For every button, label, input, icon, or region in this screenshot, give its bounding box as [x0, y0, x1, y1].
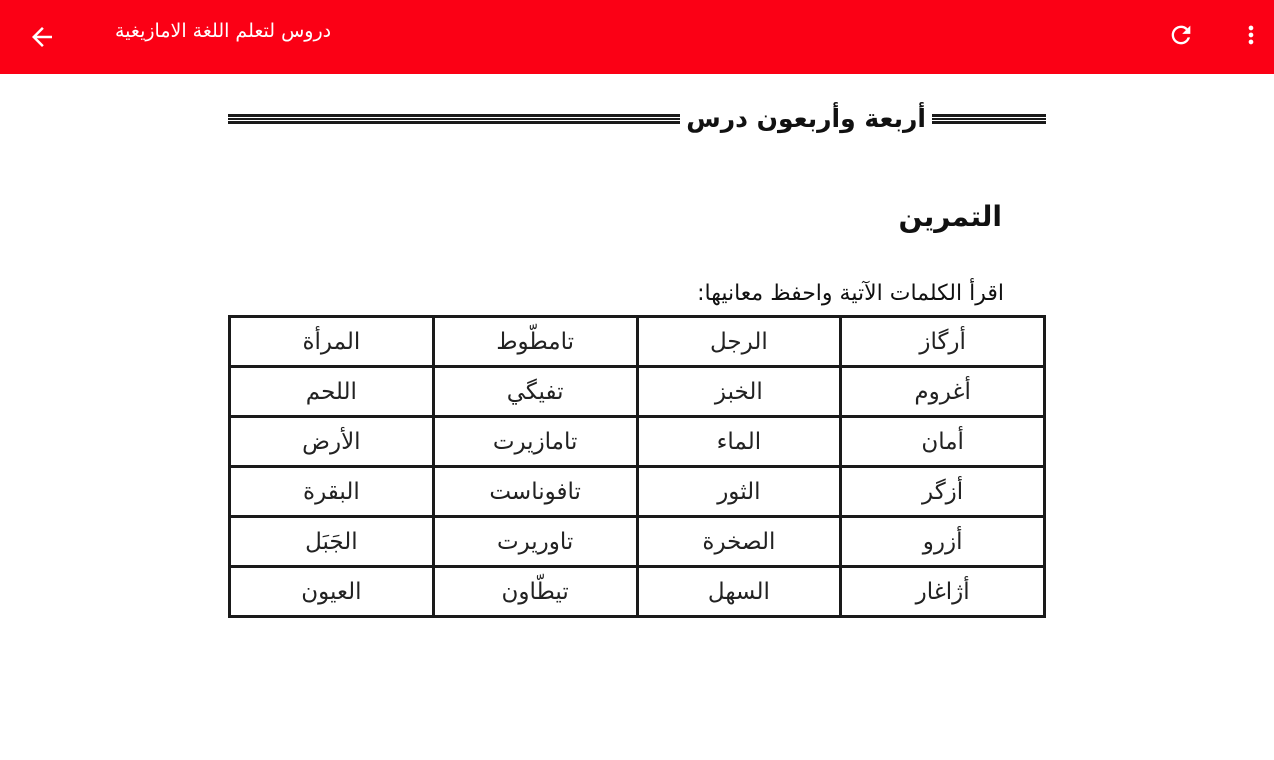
arabic-meaning: البقرة [230, 467, 434, 517]
more-vert-icon [1237, 21, 1265, 49]
arabic-meaning: الثور [637, 467, 841, 517]
arabic-meaning: المرأة [230, 317, 434, 367]
arabic-meaning: الأرض [230, 417, 434, 467]
app-bar [0, 0, 1274, 74]
app-title: دروس لتعلم اللغة الامازيغية [115, 20, 332, 42]
amazigh-word: أزگر [841, 467, 1045, 517]
lesson-heading [228, 96, 1046, 142]
arabic-meaning: الماء [637, 417, 841, 467]
arabic-meaning: اللحم [230, 367, 434, 417]
arrow-back-icon [27, 22, 57, 52]
amazigh-word: تامطّوط [433, 317, 637, 367]
back-button[interactable] [22, 17, 62, 57]
table-row [230, 517, 1045, 567]
refresh-button[interactable] [1163, 17, 1199, 53]
lesson-heading-text: أربعة وأربعون درس [686, 104, 926, 133]
table-row [230, 417, 1045, 467]
table-row [230, 467, 1045, 517]
amazigh-word: تفيگي [433, 367, 637, 417]
table-row [230, 367, 1045, 417]
amazigh-word: أرگاز [841, 317, 1045, 367]
exercise-instruction: اقرأ الكلمات الآتية واحفظ معانيها: [697, 281, 1004, 306]
table-row [230, 567, 1045, 617]
arabic-meaning: الخبز [637, 367, 841, 417]
heading-rule-right [932, 114, 1046, 124]
amazigh-word: أمان [841, 417, 1045, 467]
amazigh-word: أغروم [841, 367, 1045, 417]
refresh-icon [1167, 21, 1195, 49]
amazigh-word: تاوريرت [433, 517, 637, 567]
arabic-meaning: السهل [637, 567, 841, 617]
amazigh-word: تافوناست [433, 467, 637, 517]
arabic-meaning: الرجل [637, 317, 841, 367]
table-row [230, 317, 1045, 367]
heading-rule-left [228, 114, 680, 124]
arabic-meaning: الجَبَل [230, 517, 434, 567]
arabic-meaning: العيون [230, 567, 434, 617]
amazigh-word: أزرو [841, 517, 1045, 567]
arabic-meaning: الصخرة [637, 517, 841, 567]
amazigh-word: تيطّاون [433, 567, 637, 617]
amazigh-word: أژاغار [841, 567, 1045, 617]
vocabulary-table [228, 315, 1046, 618]
overflow-menu-button[interactable] [1236, 17, 1266, 53]
amazigh-word: تامازيرت [433, 417, 637, 467]
section-title: التمرين [898, 200, 1002, 233]
lesson-page [0, 74, 1274, 760]
